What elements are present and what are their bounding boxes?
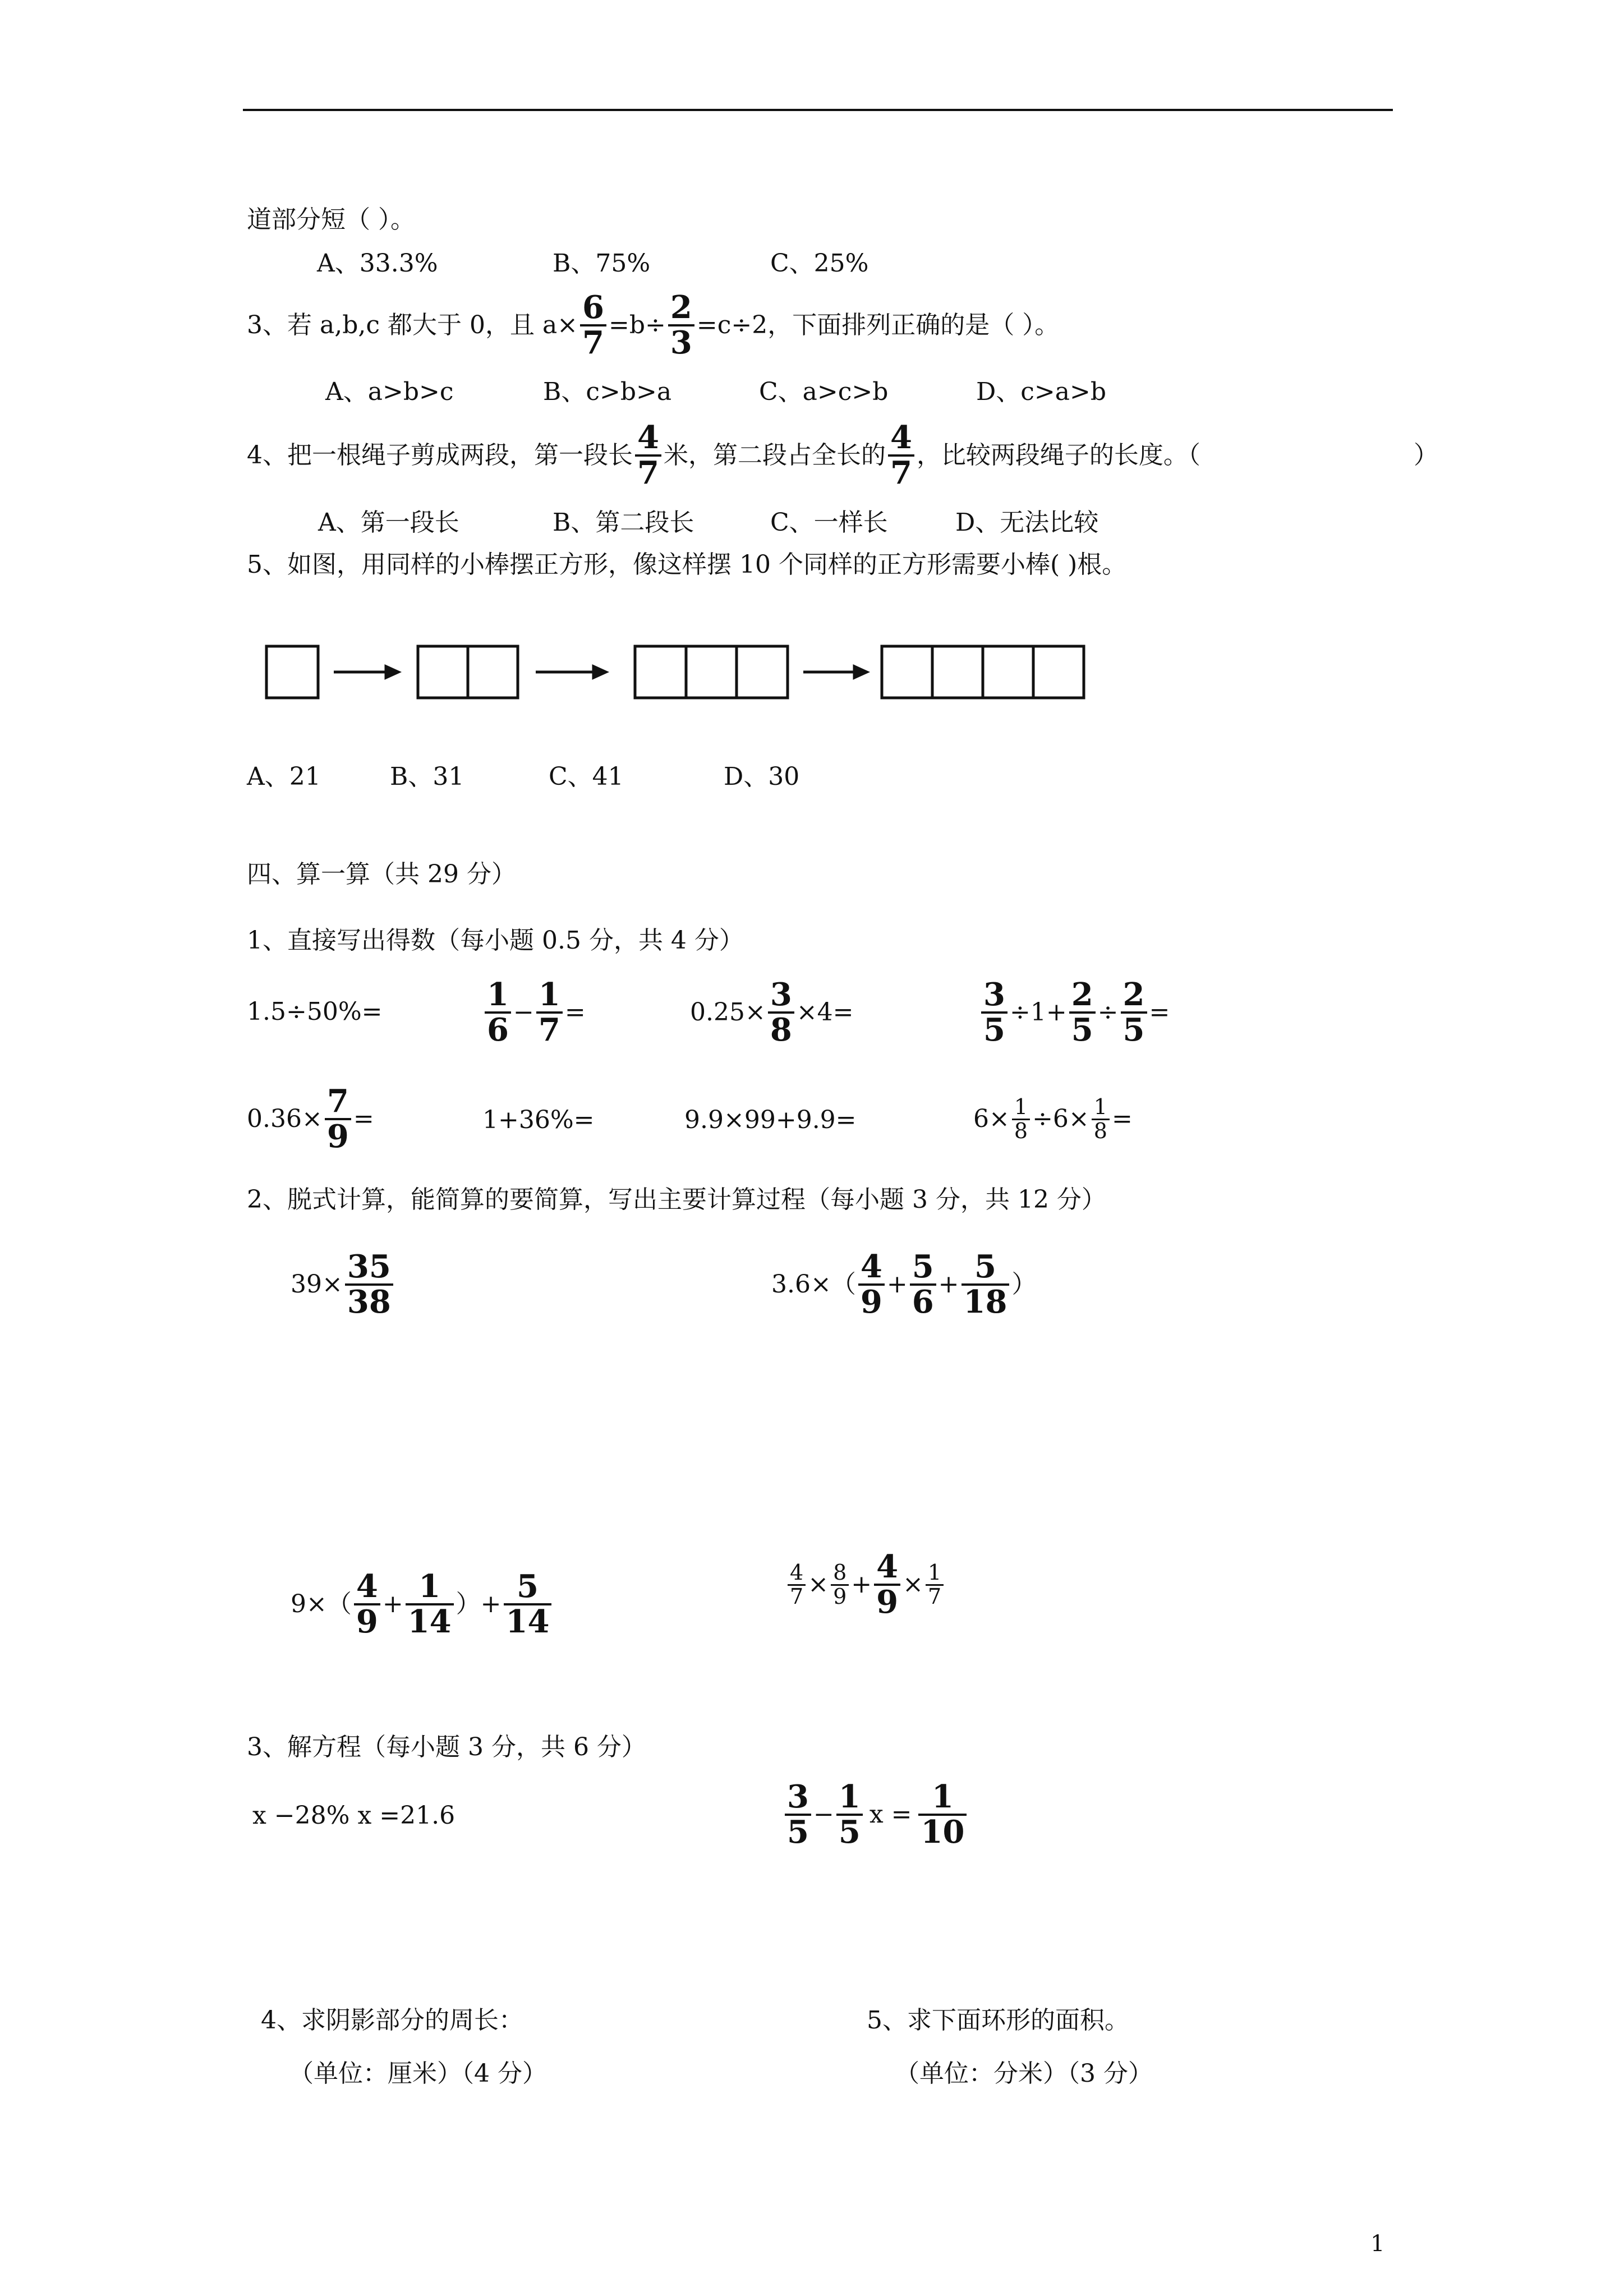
page-number: 1 <box>1370 2231 1385 2257</box>
q2-option-c: C、25% <box>770 249 869 278</box>
p3-equation-2: $\frac{3}{5}$ − $\frac{1}{5}$ x = $\frac{1}{10}$ <box>783 1775 969 1854</box>
q5-option-a: A、21 <box>247 762 321 791</box>
p2-expr-3: 9×（ $\frac{4}{9}$ + $\frac{1}{14}$ ）+ $\frac{5}{14}$ <box>291 1565 554 1644</box>
q4-close-paren: ） <box>1414 441 1438 470</box>
part-2-title: 2、脱式计算，能简算的要简算，写出主要计算过程（每小题 3 分，共 12 分） <box>247 1185 1106 1214</box>
q4-question: 4、把一根绳子剪成两段，第一段长 $\frac{4}{7}$ 米，第二段占全长的 $\frac{4}{7}$ ，比较两段绳子的长度。（ <box>247 419 1200 491</box>
header-rule <box>243 109 1393 111</box>
part-3-title: 3、解方程（每小题 3 分，共 6 分） <box>247 1733 646 1761</box>
fraction: $\frac{4}{7}$ <box>888 421 914 490</box>
q5-square-pattern-figure <box>258 634 1088 707</box>
q5-option-b: B、31 <box>390 762 464 791</box>
p1-expr-6: 1+36%= <box>482 1106 595 1134</box>
q3-option-d: D、c>a>b <box>976 378 1107 406</box>
p1-expr-8: 6× $\frac{1}{8}$ ÷6× $\frac{1}{8}$ = <box>973 1094 1133 1143</box>
p2-expr-1: 39× $\frac{35}{38}$ <box>291 1245 395 1324</box>
q3-option-c: C、a>c>b <box>759 378 889 406</box>
fraction: $\frac{6}{7}$ <box>580 291 606 360</box>
fraction: $\frac{4}{7}$ <box>635 421 661 490</box>
part-5-unit: （单位：分米）（3 分） <box>895 2059 1153 2088</box>
three-squares <box>635 646 788 698</box>
p1-expr-5: 0.36× $\frac{7}{9}$ = <box>247 1083 374 1155</box>
q5-option-d: D、30 <box>724 762 800 791</box>
q4-option-b: B、第二段长 <box>553 508 694 537</box>
q4-option-a: A、第一段长 <box>318 508 459 537</box>
part-5-title: 5、求下面环形的面积。 <box>867 2006 1129 2035</box>
part-4-title: 4、求阴影部分的周长： <box>261 2006 523 2035</box>
q2-option-b: B、75% <box>553 249 651 278</box>
section-4-title: 四、算一算（共 29 分） <box>247 860 516 889</box>
q3-question: 3、若 a,b,c 都大于 0，且 a× $\frac{6}{7}$ =b÷ $\frac{2}{3}$ =c÷2，下面排列正确的是（ ）。 <box>247 289 1060 361</box>
p1-expr-3: 0.25× $\frac{3}{8}$ ×4= <box>690 976 854 1048</box>
p2-expr-2: 3.6×（ $\frac{4}{9}$ + $\frac{5}{6}$ + $\frac{5}{18}$ ） <box>771 1248 1037 1320</box>
fraction: $\frac{2}{3}$ <box>668 291 694 360</box>
q4-option-d: D、无法比较 <box>955 508 1099 537</box>
q2-option-a: A、33.3% <box>317 249 438 278</box>
q3-option-b: B、c>b>a <box>543 378 672 406</box>
q4-option-c: C、一样长 <box>770 508 888 537</box>
one-square <box>266 646 318 698</box>
part-4-unit: （单位：厘米）（4 分） <box>289 2059 547 2088</box>
q3-option-a: A、a>b>c <box>325 378 454 406</box>
p3-equation-1: x −28% x =21.6 <box>252 1801 456 1830</box>
q5-question: 5、如图，用同样的小棒摆正方形，像这样摆 10 个同样的正方形需要小棒( )根。 <box>247 550 1127 579</box>
p2-expr-4: $\frac{4}{7}$ × $\frac{8}{9}$ + $\frac{4}{9}$ × $\frac{1}{7}$ <box>785 1545 946 1624</box>
p1-expr-4: $\frac{3}{5}$ ÷1+ $\frac{2}{5}$ ÷ $\frac{2}{5}$ = <box>979 973 1170 1052</box>
p1-expr-2: $\frac{1}{6}$ − $\frac{1}{7}$ = <box>482 973 586 1052</box>
p1-expr-7: 9.9×99+9.9= <box>684 1106 857 1134</box>
part-1-title: 1、直接写出得数（每小题 0.5 分，共 4 分） <box>247 926 744 955</box>
q5-option-c: C、41 <box>549 762 624 791</box>
q2-tail-text: 道部分短（ ）。 <box>247 205 415 234</box>
p1-expr-1: 1.5÷50%= <box>247 997 383 1026</box>
